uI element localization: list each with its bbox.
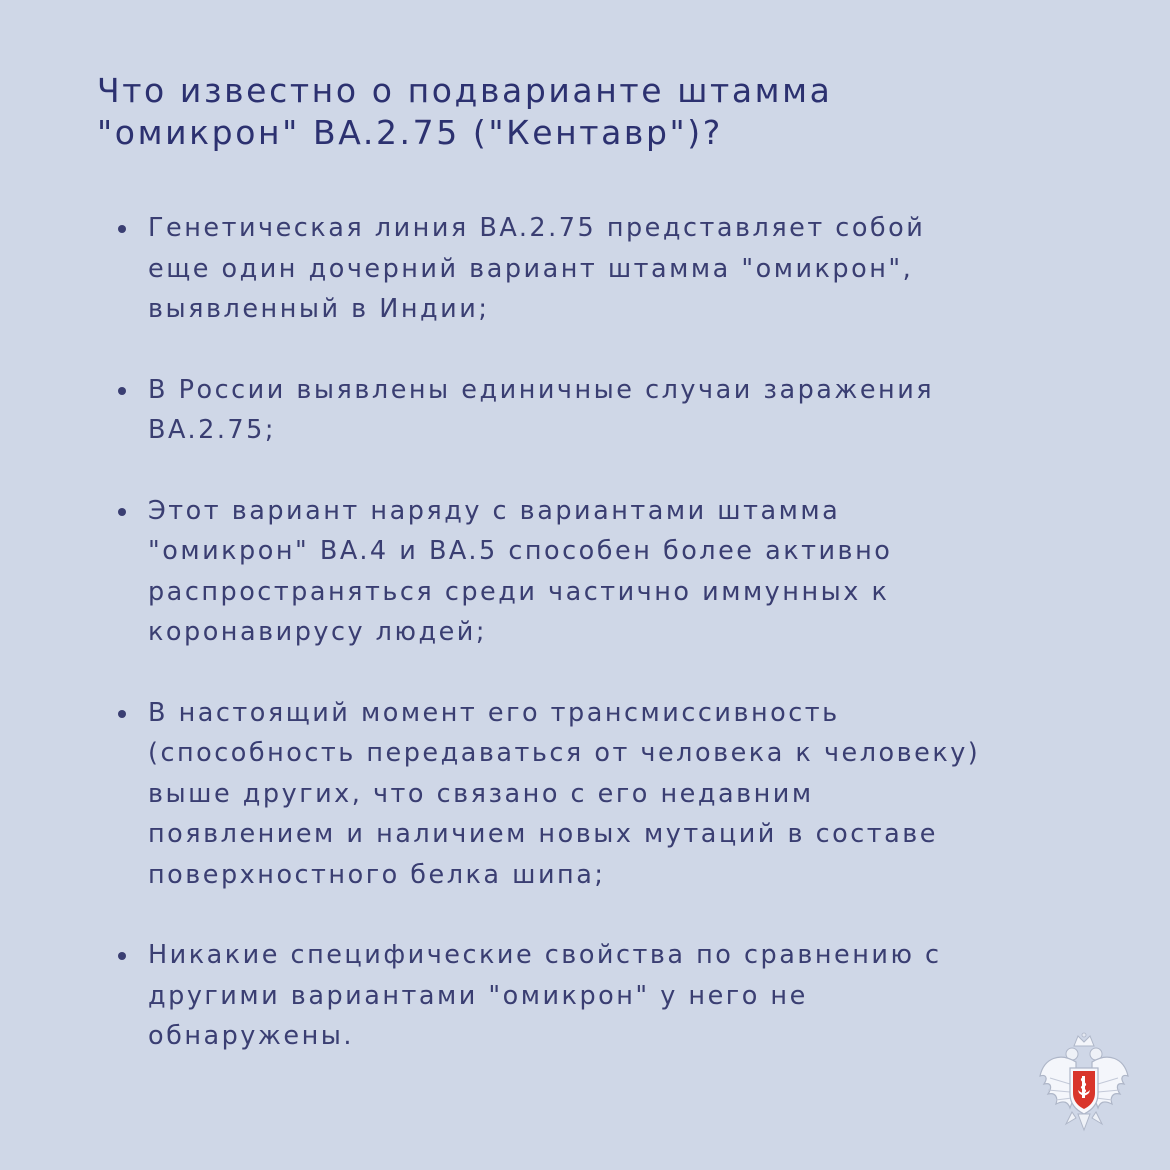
bullet-line: В настоящий момент его трансмиссивность bbox=[148, 697, 840, 728]
bullet-dot-icon bbox=[118, 508, 126, 516]
bullet-list bbox=[118, 208, 1078, 1097]
bullet-line: Этот вариант наряду с вариантами штамма bbox=[148, 495, 841, 526]
bullet-line: выявленный в Индии; bbox=[148, 294, 490, 324]
bullet-line: Генетическая линия BA.2.75 представляет собой bbox=[148, 213, 926, 243]
bullet-line: появлением и наличием новых мутаций в составе bbox=[148, 819, 938, 849]
page-title bbox=[97, 70, 1057, 154]
bullet-line: (способность передаваться от человека к человеку) bbox=[148, 738, 981, 768]
list-item bbox=[118, 491, 1078, 653]
list-item bbox=[118, 693, 1078, 896]
bullet-line: еще один дочерний вариант штамма "омикрон", bbox=[148, 253, 914, 284]
bullet-dot-icon bbox=[118, 225, 126, 233]
bullet-line: коронавирусу людей; bbox=[148, 617, 487, 647]
list-item bbox=[118, 935, 1078, 1057]
title-line: Что известно о подварианте штамма bbox=[97, 71, 833, 110]
bullet-line: выше других, что связано с его недавним bbox=[148, 778, 814, 809]
bullet-line: Никакие специфические свойства по сравнению с bbox=[148, 940, 942, 970]
bullet-line: другими вариантами "омикрон" у него не bbox=[148, 980, 808, 1011]
bullet-line: BA.2.75; bbox=[148, 415, 276, 445]
bullet-dot-icon bbox=[118, 952, 126, 960]
list-item bbox=[118, 208, 1078, 330]
list-item bbox=[118, 370, 1078, 451]
bullet-dot-icon bbox=[118, 387, 126, 395]
bullet-dot-icon bbox=[118, 710, 126, 718]
bullet-line: обнаружены. bbox=[148, 1021, 354, 1051]
bullet-line: В России выявлены единичные случаи заражения bbox=[148, 374, 935, 405]
bullet-line: распространяться среди частично иммунных к bbox=[148, 576, 890, 607]
title-line: "омикрон" BA.2.75 ("Кентавр")? bbox=[97, 113, 723, 152]
bullet-line: поверхностного белка шипа; bbox=[148, 859, 606, 890]
bullet-line: "омикрон" BA.4 и BA.5 способен более активно bbox=[148, 536, 893, 566]
rospotrebnadzor-emblem-icon bbox=[1036, 1032, 1132, 1136]
